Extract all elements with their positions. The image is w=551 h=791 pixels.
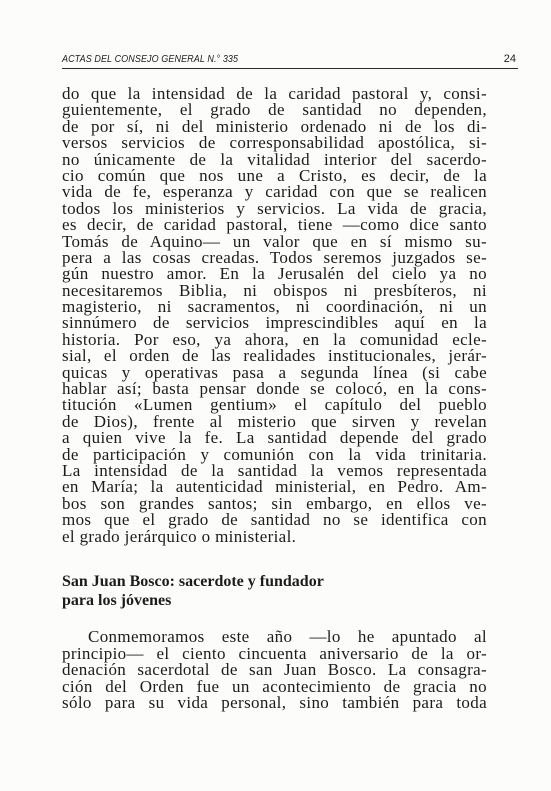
text-line: de Dios), frente al misterio que sirven y revelan: [62, 411, 487, 431]
text-line: sinnúmero de servicios imprescindibles aquí en la: [62, 313, 487, 333]
text-line: Tomás de Aquino— un valor que en sí mismo su-: [62, 231, 487, 251]
text-line: quicas y operativas pasa a segunda línea (si cabe: [62, 362, 487, 382]
text-line: el grado jerárquico o ministerial.: [62, 526, 297, 546]
text-line: hablar así; basta pensar donde se colocó, en la cons-: [62, 379, 487, 399]
text-line: en María; la autenticidad ministerial, en Pedro. Am-: [62, 477, 487, 497]
text-line: a quien vive la fe. La santidad depende del grado: [62, 428, 487, 448]
text-line: versos servicios de corresponsabilidad apostólica, si-: [62, 133, 487, 153]
text-line: sial, el orden de las realidades institucionales, jerár-: [62, 346, 487, 366]
text-line: do que la intensidad de la caridad pastoral y, consi-: [62, 84, 487, 103]
text-line: guientemente, el grado de santidad no dependen,: [62, 100, 487, 120]
text-line: La intensidad de la santidad la vemos representada: [62, 460, 487, 480]
text-line: bos son grandes santos; sin embargo, en ellos ve-: [62, 493, 487, 513]
text-line: historia. Por eso, ya ahora, en la comunidad ecle-: [62, 329, 487, 349]
text-line: de participación y comunión con la vida trinitaria.: [62, 444, 487, 464]
text-line: mos que el grado de santidad no se identifica con: [62, 510, 487, 530]
text-line: cio común que nos une a Cristo, es decir, de la: [62, 165, 487, 185]
text-line: no únicamente de la vitalidad interior del sacerdo-: [62, 149, 487, 169]
text-line: todos los ministerios y servicios. La vida de gracia,: [62, 198, 487, 218]
text-line: necesitaremos Biblia, ni obispos ni presbíteros, ni: [62, 280, 487, 300]
text-line: titución «Lumen gentium» el capítulo del pueblo: [62, 395, 487, 415]
section-heading-line: San Juan Bosco: sacerdote y fundador: [62, 573, 324, 590]
text-line: Conmemoramos este año —lo he apuntado al: [88, 627, 487, 646]
page-number: 24: [503, 53, 516, 65]
text-line: gún nuestro amor. En la Jerusalén del cielo ya no: [62, 264, 487, 284]
text-line: magisterio, ni sacramentos, ni coordinación, ni un: [62, 297, 487, 317]
header-rule: [62, 68, 518, 69]
text-line: denación sacerdotal de san Juan Bosco. La consagra-: [62, 660, 487, 679]
section-heading: [62, 572, 487, 610]
text-line: pera a las cosas creadas. Todos seremos juzgados se-: [62, 247, 487, 267]
section-heading-line: para los jóvenes: [62, 592, 172, 609]
text-line: principio— el ciento cincuenta aniversario de la or-: [62, 643, 487, 663]
text-line: vida de fe, esperanza y caridad con que se realicen: [62, 182, 487, 202]
text-line: ción del Orden fue un acontecimiento de gracia no: [62, 676, 487, 696]
text-line: es decir, de caridad pastoral, tiene —como dice santo: [62, 215, 487, 235]
running-header-title: ACTAS DEL CONSEJO GENERAL N.° 335: [62, 54, 239, 65]
paragraph: [62, 629, 487, 712]
text-line: sólo para su vida personal, sino también para toda: [62, 693, 487, 712]
paragraph: [62, 86, 487, 545]
text-line: de por sí, ni del ministerio ordenado ni de los di-: [62, 116, 487, 136]
